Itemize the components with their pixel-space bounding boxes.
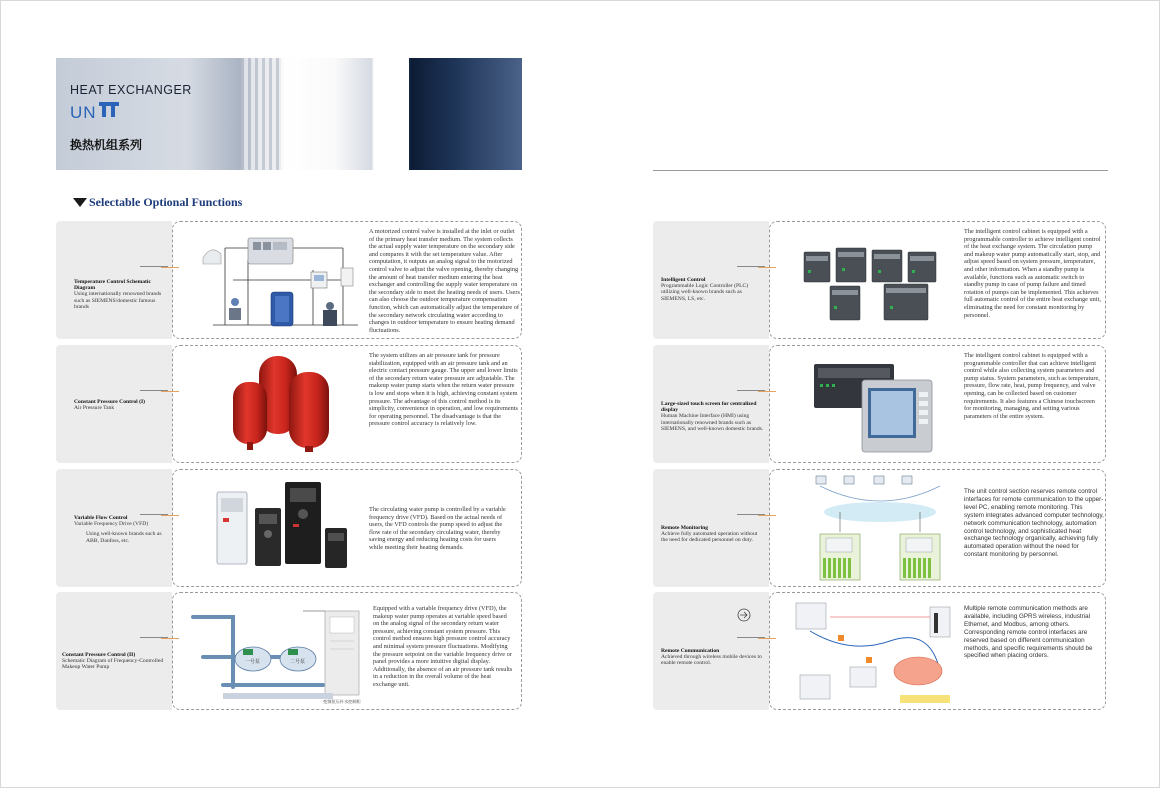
plc-modules-image (800, 230, 940, 332)
row-label-box (56, 469, 172, 587)
right-row-intelligent-control (653, 221, 1108, 339)
connector-tick (161, 638, 179, 639)
row-title: Intelligent Control (661, 277, 706, 283)
row-content-box (172, 221, 522, 339)
banner-light-panel (284, 58, 409, 170)
row-subtitle: Variable Frequency Drive (VFD) (74, 521, 149, 528)
row-label (661, 648, 765, 667)
left-row-constant-pressure-1 (56, 345, 522, 463)
row-description: Equipped with a variable frequency drive (VFD), the makeup water pump operates at variable speed based on the analog signal of the secondary return water pressure, achieving constant system pressure. This control method ensures high pressure control accuracy and minimal system pressure fluctuations. Modifying the pressure setpoint on the variable frequency drive or panel provides a more intuitive digital display. Additionally, the absence of an air pressure tank results in a reduction in the overall volume of the heat exchange unit. (373, 605, 513, 688)
row-label-box (56, 592, 172, 710)
row-label-box (56, 221, 172, 339)
banner-unit-logo-icon (96, 99, 122, 119)
variable-frequency-drives-image (213, 478, 353, 580)
section-title-text: Selectable Optional Functions (89, 195, 243, 209)
row-description: The intelligent control cabinet is equipped with a programmable controller to achieve intelligent control of the heat exchange system. The circulation pump and makeup water pump automatically start, stop, and adjust speed based on system pressure, temperature, and other information. When a standby pump is available, functions such as automatic switch to standby pump in case of pump failure and timed rotation of pumps can be implemented. This achieves full automatic control of the entire heat exchange unit, eliminating the need for constant monitoring by personnel. (964, 228, 1101, 319)
row-label (661, 277, 765, 302)
connector-tick (758, 267, 776, 268)
row-description: The unit control section reserves remote control interfaces for remote communication to the upper-level PC, enabling remote monitoring. This system integrates advanced computer technology, network communication technology, automation control technology, and sophisticated heat exchange technology organically, achieving fully automated operation without the need for constant monitoring by personnel. (964, 488, 1104, 559)
connector-tick (758, 391, 776, 392)
connector-tick (758, 515, 776, 516)
row-label-box (653, 469, 769, 587)
row-label (74, 279, 168, 310)
row-title: Large-sized touch screen for centralized display (661, 401, 757, 414)
connector-tick (161, 515, 179, 516)
connector-tick (161, 267, 179, 268)
row-content-box (769, 469, 1106, 587)
connector-tick (758, 638, 776, 639)
row-description: The intelligent control cabinet is equipped with a programmable controller that can achieve intelligent control while also collecting system parameters and pump status. System parameters, such as temperature, pressure, flow rate, heat, pump frequency, and valve opening, can be collected based on customer requirements. It also features a Chinese touchscreen for monitoring, managing, and setting various parameters of the entire system. (964, 352, 1100, 420)
row-label-box (56, 345, 172, 463)
header-banner (56, 58, 522, 170)
row-title: Constant Pressure Control (I) (74, 399, 146, 405)
row-title: Constant Pressure Control (II) (62, 652, 136, 658)
row-title: Remote Communication (661, 648, 720, 654)
row-title: Remote Monitoring (661, 525, 709, 531)
row-title: Variable Flow Control (74, 515, 128, 521)
row-description: A motorized control valve is installed at the inlet or outlet of the primary heat transfer medium. The system collects the actual supply water temperature on the secondary side and compares it with the set temperature value. After computation, it outputs an analog signal to the motorized control valve to adjust the valve opening, thereby changing the amount of heat transfer medium entering the heat exchanger and controlling the supply water temperature on the secondary side to meet the heating needs of users. Users can also choose the outdoor temperature compensation function, which can automatically adjust the temperature of the secondary network circulating water according to changes in outdoor temperature to ensure heating demand fluctuations. (369, 228, 520, 334)
remote-communication-diagram-image (790, 597, 955, 707)
row-subtitle-2: Using well-known brands such as ABB, Danfoss, etc. (86, 531, 162, 544)
row-content-box (172, 469, 522, 587)
row-label-box (653, 221, 769, 339)
banner-unit-text: UN (70, 103, 97, 122)
left-row-constant-pressure-2 (56, 592, 522, 710)
row-subtitle: Air Pressure Tank (74, 405, 115, 412)
arrow-circle-icon (737, 608, 751, 622)
row-subtitle: Using internationally renowned brands such as SIEMENS/domestic famous brands (74, 291, 162, 310)
left-row-variable-flow (56, 469, 522, 587)
right-row-remote-monitoring (653, 469, 1108, 587)
row-content-box (769, 345, 1106, 463)
temperature-control-schematic-image (193, 230, 363, 332)
row-title: Temperature Control Schematic Diagram (74, 279, 151, 292)
row-label (661, 401, 765, 432)
connector-tick (161, 391, 179, 392)
row-label-box (653, 345, 769, 463)
row-subtitle: Human Machine Interface (HMI) using internationally renowned brands such as SIEMENS, and well-known domestic brands. (661, 413, 764, 432)
section-title (73, 195, 242, 210)
row-content-box (769, 592, 1106, 710)
banner-stripes (241, 58, 281, 170)
pump-1-label: 一号泵 (245, 659, 261, 665)
banner-dark-panel (411, 58, 522, 170)
row-content-box (769, 221, 1106, 339)
hmi-touch-screen-image (810, 354, 940, 456)
triangle-bullet-icon (73, 198, 87, 207)
remote-monitoring-network-image (810, 472, 955, 584)
row-label (661, 525, 765, 544)
row-subtitle: Achieved through wireless mobile devices to enable remote control. (661, 654, 762, 667)
cabinet-label: 变频恒压补水控制柜 (323, 699, 361, 704)
row-subtitle: Achieve fully automated operation without the need for dedicated personnel on duty. (661, 531, 758, 544)
makeup-pump-schematic-image (183, 597, 363, 707)
right-page-rule (653, 170, 1108, 171)
banner-title: HEAT EXCHANGER (70, 83, 192, 97)
row-subtitle: Programmable Logic Controller (PLC) utilizing well-known brands such as SIEMENS, LS, etc. (661, 283, 749, 302)
row-label (74, 399, 168, 411)
air-pressure-tanks-image (223, 354, 343, 456)
row-description: The circulating water pump is controlled by a variable frequency drive (VFD). Based on the actual needs of users, the VFD controls the pump speed to adjust the flow rate of the secondary circulating water, thereby saving energy and reducing heating costs for users while meeting their heating demands. (369, 506, 506, 551)
row-label (74, 515, 168, 544)
row-description: Multiple remote communication methods are available, including GPRS wireless, industrial Ethernet, and Modbus, among others. Corresponding remote control interfaces are reserved based on different communication methods, and specific requirements should be specified when placing orders. (964, 605, 1093, 660)
row-label-box (653, 592, 769, 710)
right-row-remote-communication (653, 592, 1108, 710)
banner-chinese-title: 换热机组系列 (70, 138, 143, 152)
row-description: The system utilizes an air pressure tank for pressure stabilization, equipped with an air pressure tank and an electric contact pressure gauge. The upper and lower limits of the secondary return water pressure are adjustable. The makeup water pump starts when the return water pressure is low and stops when it is high, achieving constant system pressure. The advantage of this control method is its simplicity, convenience in operation, and low requirements for operating personnel. The disadvantage is that the pressure control accuracy is relatively low. (369, 352, 518, 428)
left-row-temperature-control (56, 221, 522, 339)
row-content-box (172, 592, 522, 710)
row-content-box (172, 345, 522, 463)
right-row-touch-screen (653, 345, 1108, 463)
row-label (62, 652, 168, 671)
row-subtitle: Schematic Diagram of Frequency-Controlled Makeup Water Pump (62, 658, 164, 671)
pump-2-label: 二号泵 (290, 659, 306, 665)
